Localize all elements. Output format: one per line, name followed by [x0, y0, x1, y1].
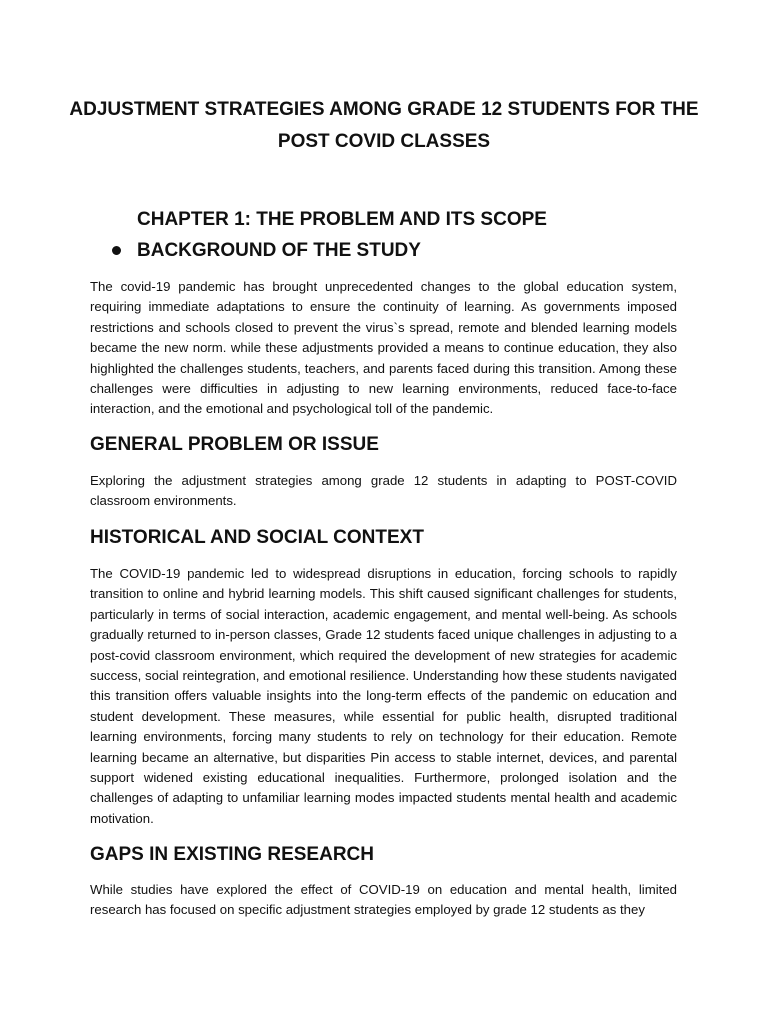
chapter-heading: CHAPTER 1: THE PROBLEM AND ITS SCOPE: [137, 209, 547, 230]
document-title: ADJUSTMENT STRATEGIES AMONG GRADE 12 STUDENTS FOR THE POST COVID CLASSES: [69, 99, 699, 152]
general-problem-paragraph: Exploring the adjustment strategies among grade 12 students in adapting to POST-COVID classroom environments.: [90, 473, 677, 509]
bullet-icon: [112, 246, 121, 255]
section-heading-gaps: GAPS IN EXISTING RESEARCH: [90, 844, 374, 865]
historical-context-paragraph: The COVID-19 pandemic led to widespread disruptions in education, forcing schools to rapidly transition to online and hybrid learning models. This shift caused significant challenges for students, particularly in terms of social interaction, academic engagement, and mental well-being. As schools gradually returned to in-person classes, Grade 12 students faced unique challenges in adjusting to a post-covid classroom environment, which required the development of new strategies for academic success, social reintegration, and emotional resilience. Understanding how these students navigated this transition offers valuable insights into the long-term effects of the pandemic on education and student development. These measures, while essential for public health, disrupted traditional learning environments, forcing many students to rely on technology for their education. Remote learning became an alternative, but disparities Pin access to stable internet, devices, and parental support widened existing educational inequalities. Furthermore, prolonged isolation and the challenges of adapting to unfamiliar learning modes impacted students mental health and academic motivation.: [90, 566, 677, 826]
gaps-research-paragraph: While studies have explored the effect of COVID-19 on education and mental health, limited research has focused on specific adjustment strategies employed by grade 12 students as they: [90, 882, 677, 918]
section-heading-general: GENERAL PROBLEM OR ISSUE: [90, 434, 379, 455]
section-heading-historical: HISTORICAL AND SOCIAL CONTEXT: [90, 527, 424, 548]
background-paragraph: The covid-19 pandemic has brought unprecedented changes to the global education system, requiring immediate adaptations to ensure the continuity of learning. As governments imposed restrictions and schools closed to prevent the virus`s spread, remote and blended learning models became the new norm. while these adjustments provided a means to continue education, they also highlighted the challenges students, teachers, and parents faced during this transition. Among these challenges were difficulties in adjusting to new learning environments, reduced face-to-face interaction, and the emotional and psychological toll of the pandemic.: [90, 279, 677, 417]
bullet-heading-text: BACKGROUND OF THE STUDY: [137, 240, 421, 261]
